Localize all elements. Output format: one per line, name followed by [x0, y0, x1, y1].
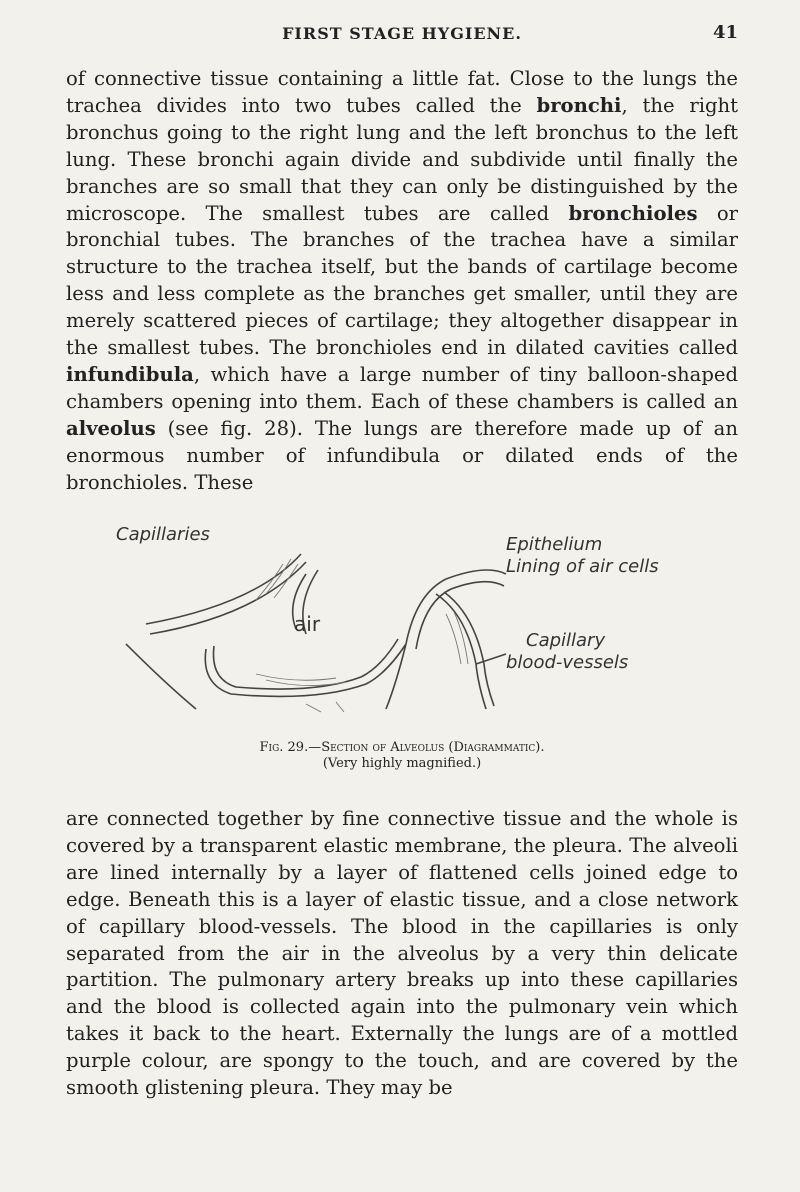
paragraph-2: are connected together by fine connective tissue and the whole is covered by a transparent elastic membrane, the pleura. The alveoli are lined internally by a layer of flattened cells joined edge to edge. Beneath this is a layer of elastic tissue, and a close network of capillary blood-vessels. The blood in the capillaries is only separated from the air in the alveolus by a very thin delicate partition. The pulmonary artery breaks up into these capillaries and the blood is collected again into the pulmonary vein which takes it back to the heart. Externally the lungs are of a mottled purple colour, are spongy to the touch, and are covered by the smooth glistening pleura. They may be [66, 807, 738, 1100]
label-epithelium: Epithelium [506, 534, 603, 555]
running-title: FIRST STAGE HYGIENE. [282, 24, 522, 43]
term-infundibula: infundibula [66, 362, 194, 386]
label-capillaries: Capillaries [116, 524, 210, 545]
text-run: , the right bronchus going to the right lung and the left bronchus to the left lung. These bronchi again divide and subdivide until finally the branches are so small that they can only be distinguished by the microscope. The smallest tubes are called [66, 93, 738, 225]
text-run: of connective tissue containing a little fat. Close to the lungs the trachea divides into two tubes called the [66, 67, 738, 117]
label-lining: Lining of air cells [506, 556, 659, 577]
label-blood-vessels: blood-vessels [506, 652, 629, 673]
term-alveolus: alveolus [66, 416, 156, 440]
text-run: (see fig. 28). The lungs are therefore made up of an enormous number of infundibula or dilated ends of the bronchioles. These [66, 416, 738, 494]
figure-caption: Fig. 29.—Section of Alveolus (Diagrammatic). [259, 740, 545, 755]
term-bronchi: bronchi [536, 93, 622, 117]
label-air: air [294, 612, 321, 636]
label-capillary: Capillary [526, 630, 606, 651]
term-bronchioles: bronchioles [568, 201, 698, 225]
paragraph-1 [66, 66, 738, 497]
page-number: 41 [712, 22, 738, 43]
text-run: or bronchial tubes. The branches of the trachea have a similar structure to the trachea itself, but the bands of cartilage become less and less complete as the branches get smaller, until they are merely scattered pieces of cartilage; they altogether disappear in the smallest tubes. The bronchioles end in dilated cavities called [66, 201, 738, 360]
figure-caption-subtitle: (Very highly magnified.) [322, 756, 482, 771]
page-header [66, 20, 738, 50]
text-run: , which have a large number of tiny balloon-shaped chambers opening into them. Each of these chambers is called an [66, 362, 738, 413]
alveolus-figure [106, 524, 706, 719]
